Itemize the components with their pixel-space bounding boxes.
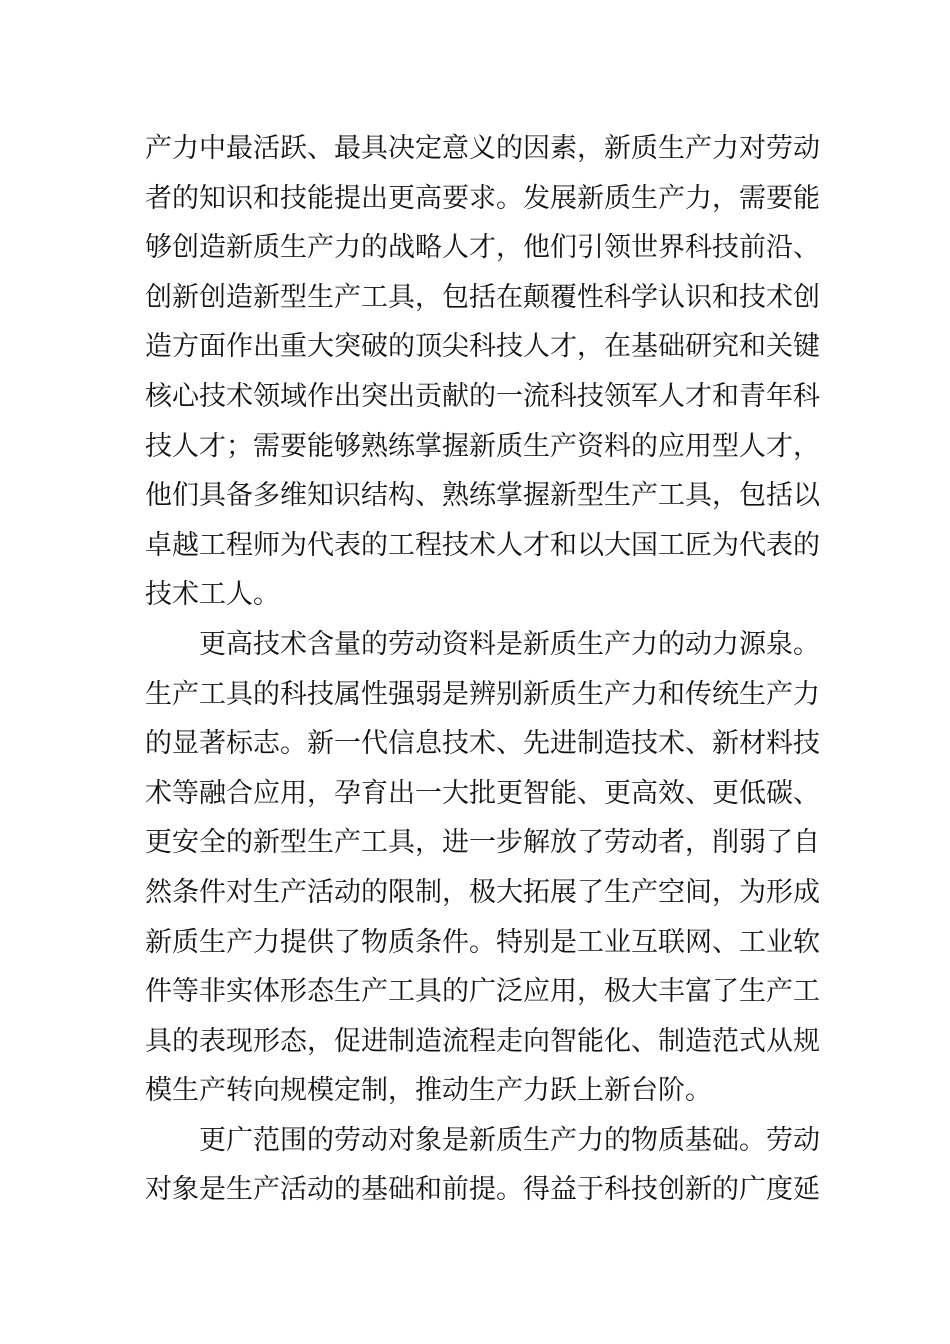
text-line: 新质生产力提供了物质条件。特别是工业互联网、工业软	[145, 926, 820, 958]
text-line: 的显著标志。新一代信息技术、先进制造技术、新材料技	[145, 728, 820, 760]
text-line: 卓越工程师为代表的工程技术人才和以大国工匠为代表的	[145, 529, 820, 561]
text-line: 更安全的新型生产工具，进一步解放了劳动者，削弱了自	[145, 827, 820, 859]
text-line: 件等非实体形态生产工具的广泛应用，极大丰富了生产工	[145, 976, 820, 1008]
text-line: 创新创造新型生产工具，包括在颠覆性科学认识和技术创	[145, 281, 820, 313]
text-line: 具的表现形态，促进制造流程走向智能化、制造范式从规	[145, 1025, 820, 1057]
text-line: 技术工人。	[145, 579, 280, 611]
paragraph-first-line: 更广范围的劳动对象是新质生产力的物质基础。劳动	[199, 1124, 820, 1156]
text-line: 然条件对生产活动的限制，极大拓展了生产空间，为形成	[145, 876, 820, 908]
paragraph-first-line: 更高技术含量的劳动资料是新质生产力的动力源泉。	[199, 628, 820, 660]
text-line: 技人才；需要能够熟练掌握新质生产资料的应用型人才，	[145, 430, 820, 462]
text-line: 造方面作出重大突破的顶尖科技人才，在基础研究和关键	[145, 331, 820, 363]
document-body	[145, 124, 820, 1215]
text-line: 够创造新质生产力的战略人才，他们引领世界科技前沿、	[145, 232, 820, 264]
text-line: 对象是生产活动的基础和前提。得益于科技创新的广度延	[145, 1174, 820, 1206]
text-line: 者的知识和技能提出更高要求。发展新质生产力，需要能	[145, 182, 820, 214]
text-line: 产力中最活跃、最具决定意义的因素，新质生产力对劳动	[145, 133, 820, 164]
text-line: 模生产转向规模定制，推动生产力跃上新台阶。	[145, 1075, 712, 1107]
text-line: 他们具备多维知识结构、熟练掌握新型生产工具，包括以	[145, 480, 820, 512]
text-line: 术等融合应用，孕育出一大批更智能、更高效、更低碳、	[145, 777, 820, 809]
text-line: 生产工具的科技属性强弱是辨别新质生产力和传统生产力	[145, 678, 820, 710]
text-line: 核心技术领域作出突出贡献的一流科技领军人才和青年科	[145, 380, 820, 412]
